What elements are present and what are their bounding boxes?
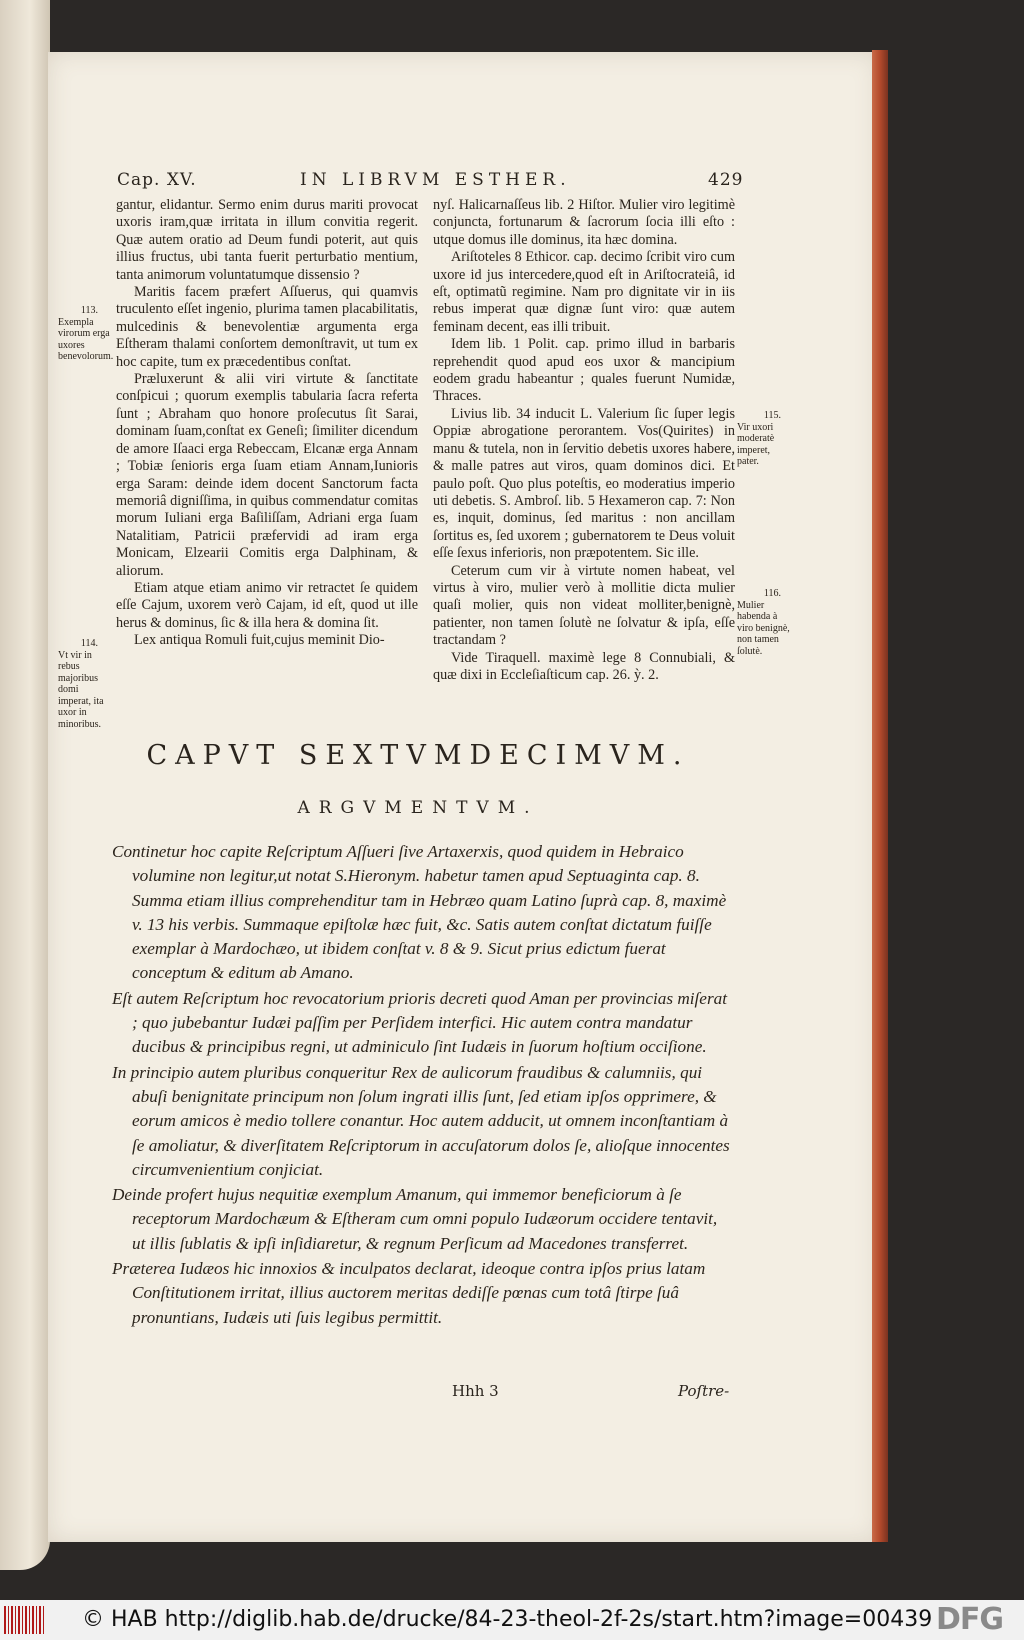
argument-paragraph: Continetur hoc capite Reſcriptum Aſſueri ſive Artaxerxis, quod quidem in Hebraico volumine non legitur,ut notat S.Hieronym. habetur tamen apud Septuaginta cap. 8. Summa etiam illius comprehenditur tam in Hebræo quam Latino ſuprà cap. 8, maximè v. 13 his verbis. Summaque epiſtolæ hæc fuit, &c. Satis autem conſtat dictatum fuiſſe exemplar à Mardochæo, ut ibidem conſtat v. 8 & 9. Sicut prius edictum fuerat conceptum & editum ab Amano.: [112, 842, 727, 983]
paragraph: Præluxerunt & alii viri virtute & ſanctitate conſpicui ; quorum exemplis tabularia ſacra referta ſunt ; Abraham quo honore proſecutus ſit Sarai, dominam ſuam,conſtat ex Geneſi; ſimiliter dicendum de amore Iſaaci erga Rebeccam, Elcanæ erga Annam ; Tobiæ ſenioris erga ſuam etiam Annam,Iunioris erga Saram: deinde idem docent Sanctorum facta memoriâ digniſſima, in quibus commendatur comitas morum Iuliani erga Baſiliſſam, Adriani erga ſuam Natalitiam, Patricii præfervidi ad iram erga Monicam, Elzearii Comitis erga Dalphinam, & aliorum.: [116, 371, 418, 579]
margin-note-text: Exempla virorum erga uxores benevolorum.: [58, 316, 114, 362]
argument-title: ARGVMENTVM.: [297, 798, 539, 818]
paragraph: Maritis facem præfert Aſſuerus, qui quamvis truculento eſſet ingenio, plurima tamen placabilitatis, mulcedinis & benevolentiæ argumenta erga Eſtheram thalami conſortem demonſtravit, ut tum ex hoc capite, tum ex præcedentibus conſtat.: [116, 284, 418, 370]
paragraph: Ceterum cum vir à virtute nomen habeat, vel virtus à viro, mulier verò à mollitie dicta mulier quaſi molier, quis non videat molliter,benignè, patienter, non tamen ſolutè ne ſolvatur & ipſa, eſſe tractandam ?: [433, 562, 735, 649]
paragraph: Etiam atque etiam animo vir retractet ſe quidem eſſe Cajum, uxorem verò Cajam, id eſt, quod ut ille herus & dominus, ſic & illa hera & domina ſit.: [116, 579, 418, 631]
margin-note-113: [58, 305, 114, 363]
chapter-title: CAPVT SEXTVMDECIMVM.: [146, 740, 690, 771]
argument-text: [112, 840, 734, 1331]
margin-note-number: 115.: [763, 410, 781, 421]
paragraph: gantur, elidantur. Sermo enim durus mariti provocat uxoris iram,quæ irritata in illum convitia regerit. Quæ autem oratio ad Deum fundi poterit, aut quis illius fructus, ubi tanta fuerit perturbatio mentium, tanta animorum voluntatumque dissensio ?: [116, 197, 418, 283]
signature-mark: Hhh 3: [452, 1382, 499, 1400]
previous-page-edge: [0, 0, 50, 1570]
argument-paragraph: Eſt autem Reſcriptum hoc revocatorium prioris decreti quod Aman per provincias miſerat ; quo jubebantur Iudæi paſſim per Perſidem interfici. Hic autem contra mandatur ducibus & principibus regni, ut adminiculo ſint Iudæis in ſuorum hoſtium occiſione.: [112, 988, 727, 1057]
credit-bar: [0, 1600, 1024, 1640]
paragraph: Livius lib. 34 inducit L. Valerium ſic ſuper legis Oppiæ abrogatione perorantem. Vos(Quirites) in manu & tutela, non in ſervitio debetis uxores habere, & malle patres aut viros, quam dominos dici. Et paulo poſt. Quo plus poteſtis, eo moderatius imperio uti debetis. S. Ambroſ. lib. 5 Hexameron cap. 7: Non es, inquit, dominus, ſed maritus : non ancillam ſortitus es, ſed uxorem ; gubernatorem te Deus voluit eſſe ſexus inferioris, non præpotentem. Sic ille.: [433, 405, 735, 562]
margin-note-114: [58, 638, 110, 730]
source-credit-link[interactable]: © HAB http://diglib.hab.de/drucke/84-23-theol-2f-2s/start.htm?image=00439: [82, 1607, 933, 1632]
right-text-column: [433, 197, 735, 684]
margin-note-115: [737, 410, 793, 468]
margin-note-text: Mulier habenda à viro benignè, non tamen ſolutè.: [737, 599, 790, 657]
paragraph: Idem lib. 1 Polit. cap. primo illud in barbaris reprehendit quod apud eos uxor & mancipium eodem gradu habeantur ; quales fuerunt Numidæ, Thraces.: [433, 336, 735, 405]
margin-note-number: 116.: [763, 588, 781, 599]
paragraph: Vide Tiraquell. maximè lege 8 Connubiali, & quæ dixi in Eccleſiaſticum cap. 26. ỳ. 2.: [433, 649, 735, 683]
margin-note-text: Vir uxori moderatè imperet, pater.: [737, 421, 775, 467]
argument-paragraph: Deinde profert hujus nequitiæ exemplum Amanum, qui immemor beneficiorum à ſe receptorum Mardochæum & Eſtheram cum omni populo Iudæorum occidere tentavit, ut illis ſublatis & ipſi inſidiaretur, & regnum Perſicum ad Macedones transferret.: [112, 1185, 718, 1253]
dfg-logo: DFG: [936, 1602, 1004, 1637]
header-page-number: 429: [708, 170, 744, 190]
margin-note-text: Vt vir in rebus majoribus domi imperat, ita uxor in minoribus.: [58, 649, 104, 730]
margin-note-number: 114.: [80, 638, 98, 649]
header-chapter: Cap. XV.: [117, 170, 197, 190]
paragraph: Ariſtoteles 8 Ethicor. cap. decimo ſcribit viro cum uxore id jus intercedere,quod eſt in Ariſtocrateiâ, id eſt, optimatũ regimine. Nam pro dignitate vir in iis rebus imperat quæ dignæ ſunt viro: quæ autem feminam decent, eas illi tribuit.: [433, 249, 735, 335]
margin-note-number: 113.: [80, 305, 98, 316]
header-title: IN LIBRVM ESTHER.: [300, 170, 571, 190]
barcode-icon: [4, 1606, 46, 1634]
paragraph: Lex antiqua Romuli fuit,cujus meminit Dio-: [134, 632, 385, 649]
paragraph: nyſ. Halicarnaſſeus lib. 2 Hiſtor. Mulier viro legitimè conjuncta, fortunarum & ſacrorum ſocia illi eſto : utque domus ille dominus, ita hæc domina.: [433, 197, 735, 248]
catchword: Poſtre-: [678, 1382, 730, 1400]
margin-note-116: [737, 588, 793, 657]
argument-paragraph: In principio autem pluribus conqueritur Rex de aulicorum fraudibus & calumniis, qui abuſi benignitate principum non ſolum ingrati illis ſunt, ſed etiam ipſos opprimere, & eorum amicos è medio tollere conantur. Hoc autem adducit, ut omnem inconſtantiam à ſe amoliatur, & diverſitatem Reſcriptorum in accuſatorum dolos ſe, alioſque innocentes circumvenientium conjiciat.: [112, 1062, 730, 1179]
argument-paragraph: Præterea Iudæos hic innoxios & inculpatos declarat, ideoque contra ipſos prius latam Conſtitutionem irritat, illius auctorem meritas dediſſe pœnas cum totâ ſtirpe ſuâ pronuntians, Iudæis uti ſuis legibus permittit.: [112, 1259, 706, 1327]
left-text-column: [116, 197, 418, 650]
page-red-edge: [872, 50, 888, 1542]
